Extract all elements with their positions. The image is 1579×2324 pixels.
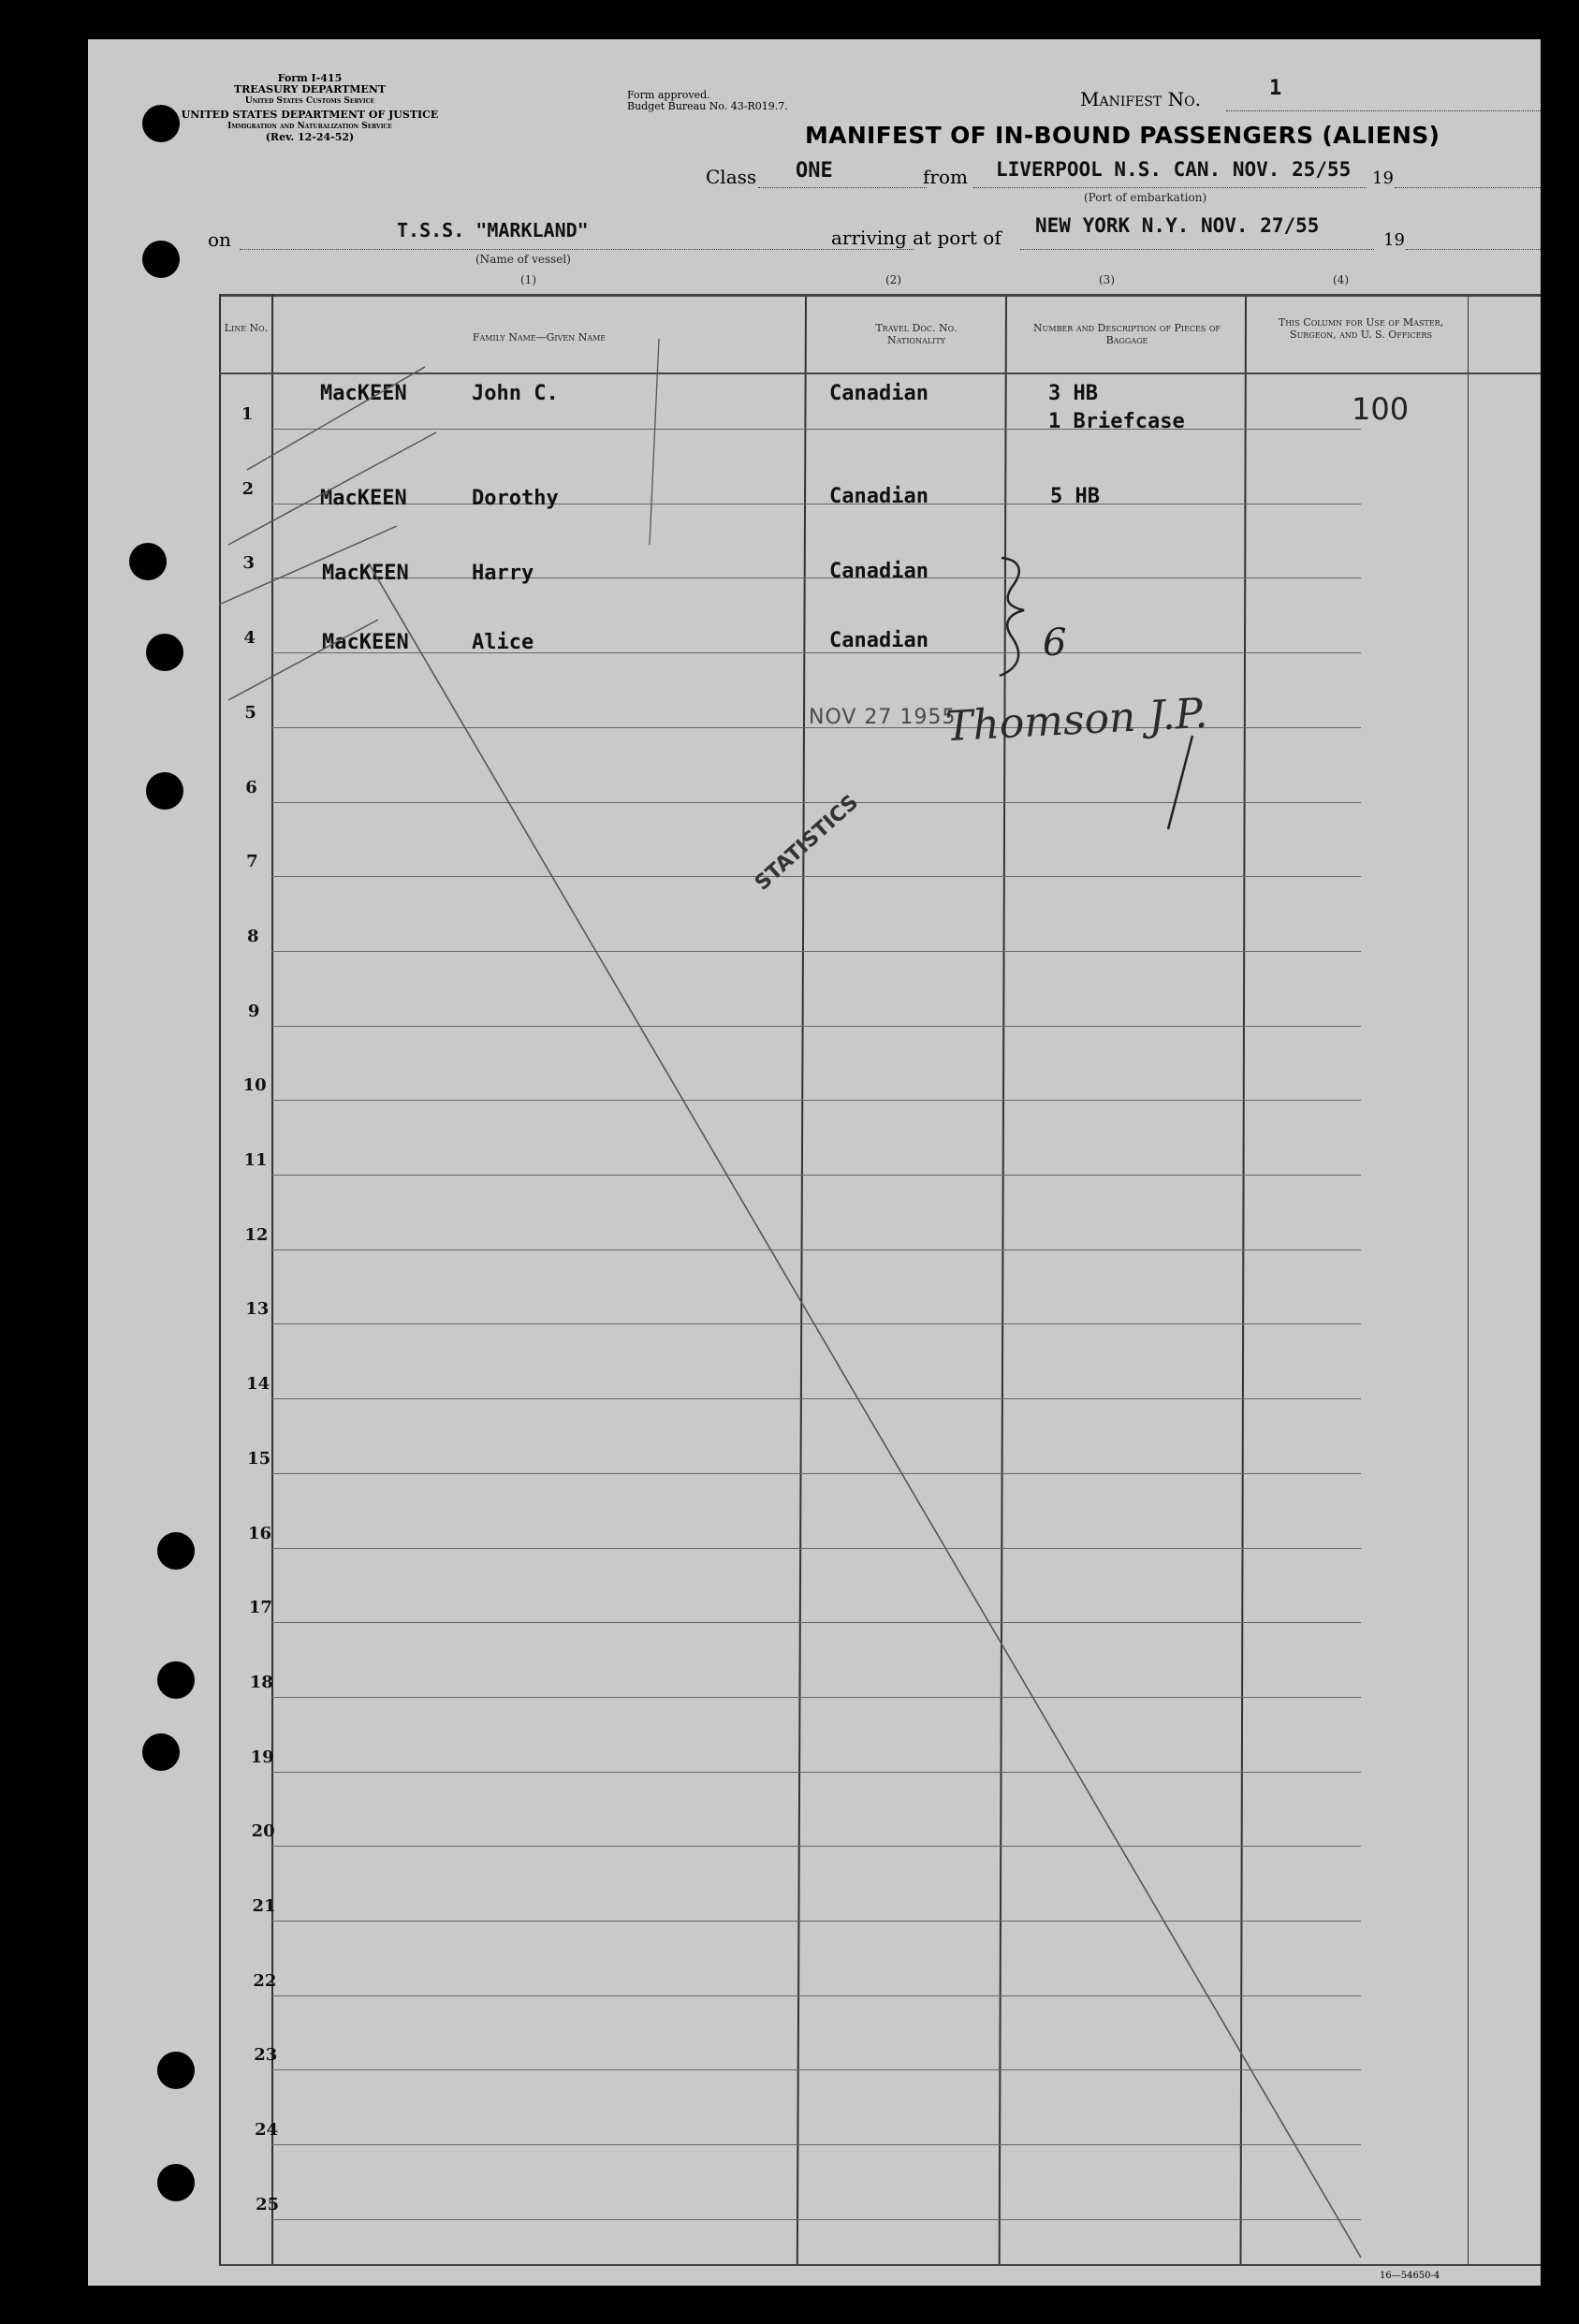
manifest-page — [88, 39, 1541, 2286]
nationality: Canadian — [829, 629, 928, 652]
line-number: 5 — [244, 702, 256, 723]
family-name: MacKEEN — [320, 487, 407, 510]
line-number: 16 — [247, 1523, 272, 1543]
officer-signature: Thomson J.P. — [943, 689, 1209, 752]
col-num-4: (4) — [1333, 273, 1349, 286]
header-baggage: Number and Description of Pieces of Baggage — [1033, 322, 1221, 346]
revision: (Rev. 12-24-52) — [265, 131, 355, 143]
line-number: 6 — [245, 777, 257, 797]
line-number: 25 — [256, 2194, 280, 2214]
line-number: 15 — [247, 1448, 271, 1469]
officer-code: 100 — [1352, 391, 1410, 427]
baggage-line1: 3 HB — [1048, 382, 1098, 405]
on-label: on — [208, 228, 231, 251]
statistics-stamp: STATISTICS — [751, 790, 864, 896]
justice-dept: UNITED STATES DEPARTMENT OF JUSTICE — [181, 109, 439, 121]
line-number: 2 — [241, 478, 255, 499]
budget-number: Budget Bureau No. 43-R019.7. — [627, 100, 788, 112]
arriving-label: arriving at port of — [831, 227, 1001, 249]
line-number: 12 — [244, 1224, 269, 1245]
date-stamp: NOV 27 1955 — [809, 706, 957, 729]
col-num-1: (1) — [520, 273, 536, 286]
line-number: 10 — [242, 1075, 267, 1096]
line-number: 9 — [247, 1001, 260, 1021]
nationality: Canadian — [829, 382, 928, 405]
from-label: from — [923, 166, 968, 188]
line-number: 20 — [251, 1821, 275, 1842]
line-number: 11 — [243, 1150, 268, 1170]
line-number: 4 — [243, 628, 256, 649]
col-num-3: (3) — [1099, 273, 1115, 286]
bracket-count: 6 — [1043, 621, 1067, 665]
line-number: 8 — [247, 926, 259, 946]
col-num-2: (2) — [885, 273, 901, 286]
line-number: 1 — [241, 404, 254, 424]
header-officers: This Column for Use of Master, Surgeon, and U. S. Officers — [1278, 316, 1444, 341]
form-number: Form I-415 — [277, 72, 343, 84]
given-name: Alice — [472, 631, 534, 654]
class-label: Class — [706, 166, 757, 188]
arrival-value: NEW YORK N.Y. NOV. 27/55 — [1035, 214, 1320, 237]
nationality: Canadian — [829, 485, 928, 508]
cancellation-lines — [88, 39, 1541, 2286]
given-name: John C. — [472, 382, 559, 405]
header-name: Family Name—Given Name — [472, 331, 607, 343]
baggage-line2: 1 Briefcase — [1048, 410, 1185, 433]
customs-service: United States Customs Service — [244, 96, 375, 106]
line-number: 24 — [255, 2120, 279, 2141]
line-number: 18 — [249, 1672, 273, 1692]
class-value: ONE — [796, 159, 833, 183]
given-name: Harry — [472, 562, 534, 585]
manifest-label: Manifest No. — [1080, 88, 1201, 110]
family-name: MacKEEN — [322, 631, 409, 654]
form-title: MANIFEST OF IN-BOUND PASSENGERS (ALIENS) — [805, 122, 1440, 149]
year-suffix-2: 19 — [1383, 230, 1405, 250]
header-travel: Travel Doc. No. Nationality — [875, 322, 958, 346]
line-number: 14 — [246, 1374, 270, 1395]
manifest-number: 1 — [1269, 77, 1282, 100]
given-name: Dorothy — [472, 487, 559, 510]
line-number: 17 — [248, 1598, 272, 1618]
header-line-no: Line No. — [224, 322, 269, 334]
footer-code: 16—54650-4 — [1380, 2271, 1440, 2281]
line-number: 23 — [254, 2045, 278, 2066]
line-number: 22 — [253, 1970, 277, 1991]
line-number: 21 — [252, 1896, 276, 1916]
line-number: 19 — [250, 1747, 274, 1767]
line-number: 3 — [242, 553, 256, 574]
port-caption: (Port of embarkation) — [1084, 191, 1207, 204]
treasury-dept: TREASURY DEPARTMENT — [233, 83, 387, 95]
line-number: 7 — [246, 852, 258, 872]
family-name: MacKEEN — [322, 562, 409, 585]
baggage-line1: 5 HB — [1050, 485, 1100, 508]
embarkation-value: LIVERPOOL N.S. CAN. NOV. 25/55 — [996, 158, 1352, 181]
line-number: 13 — [245, 1299, 270, 1320]
nationality: Canadian — [829, 560, 928, 583]
vessel-caption: (Name of vessel) — [475, 253, 571, 266]
vessel-name: T.S.S. "MARKLAND" — [397, 219, 589, 241]
form-approved: Form approved. — [627, 89, 710, 101]
family-name: MacKEEN — [320, 382, 407, 405]
ins-service: Immigration and Naturalization Service — [227, 122, 392, 131]
year-suffix: 19 — [1372, 168, 1394, 188]
